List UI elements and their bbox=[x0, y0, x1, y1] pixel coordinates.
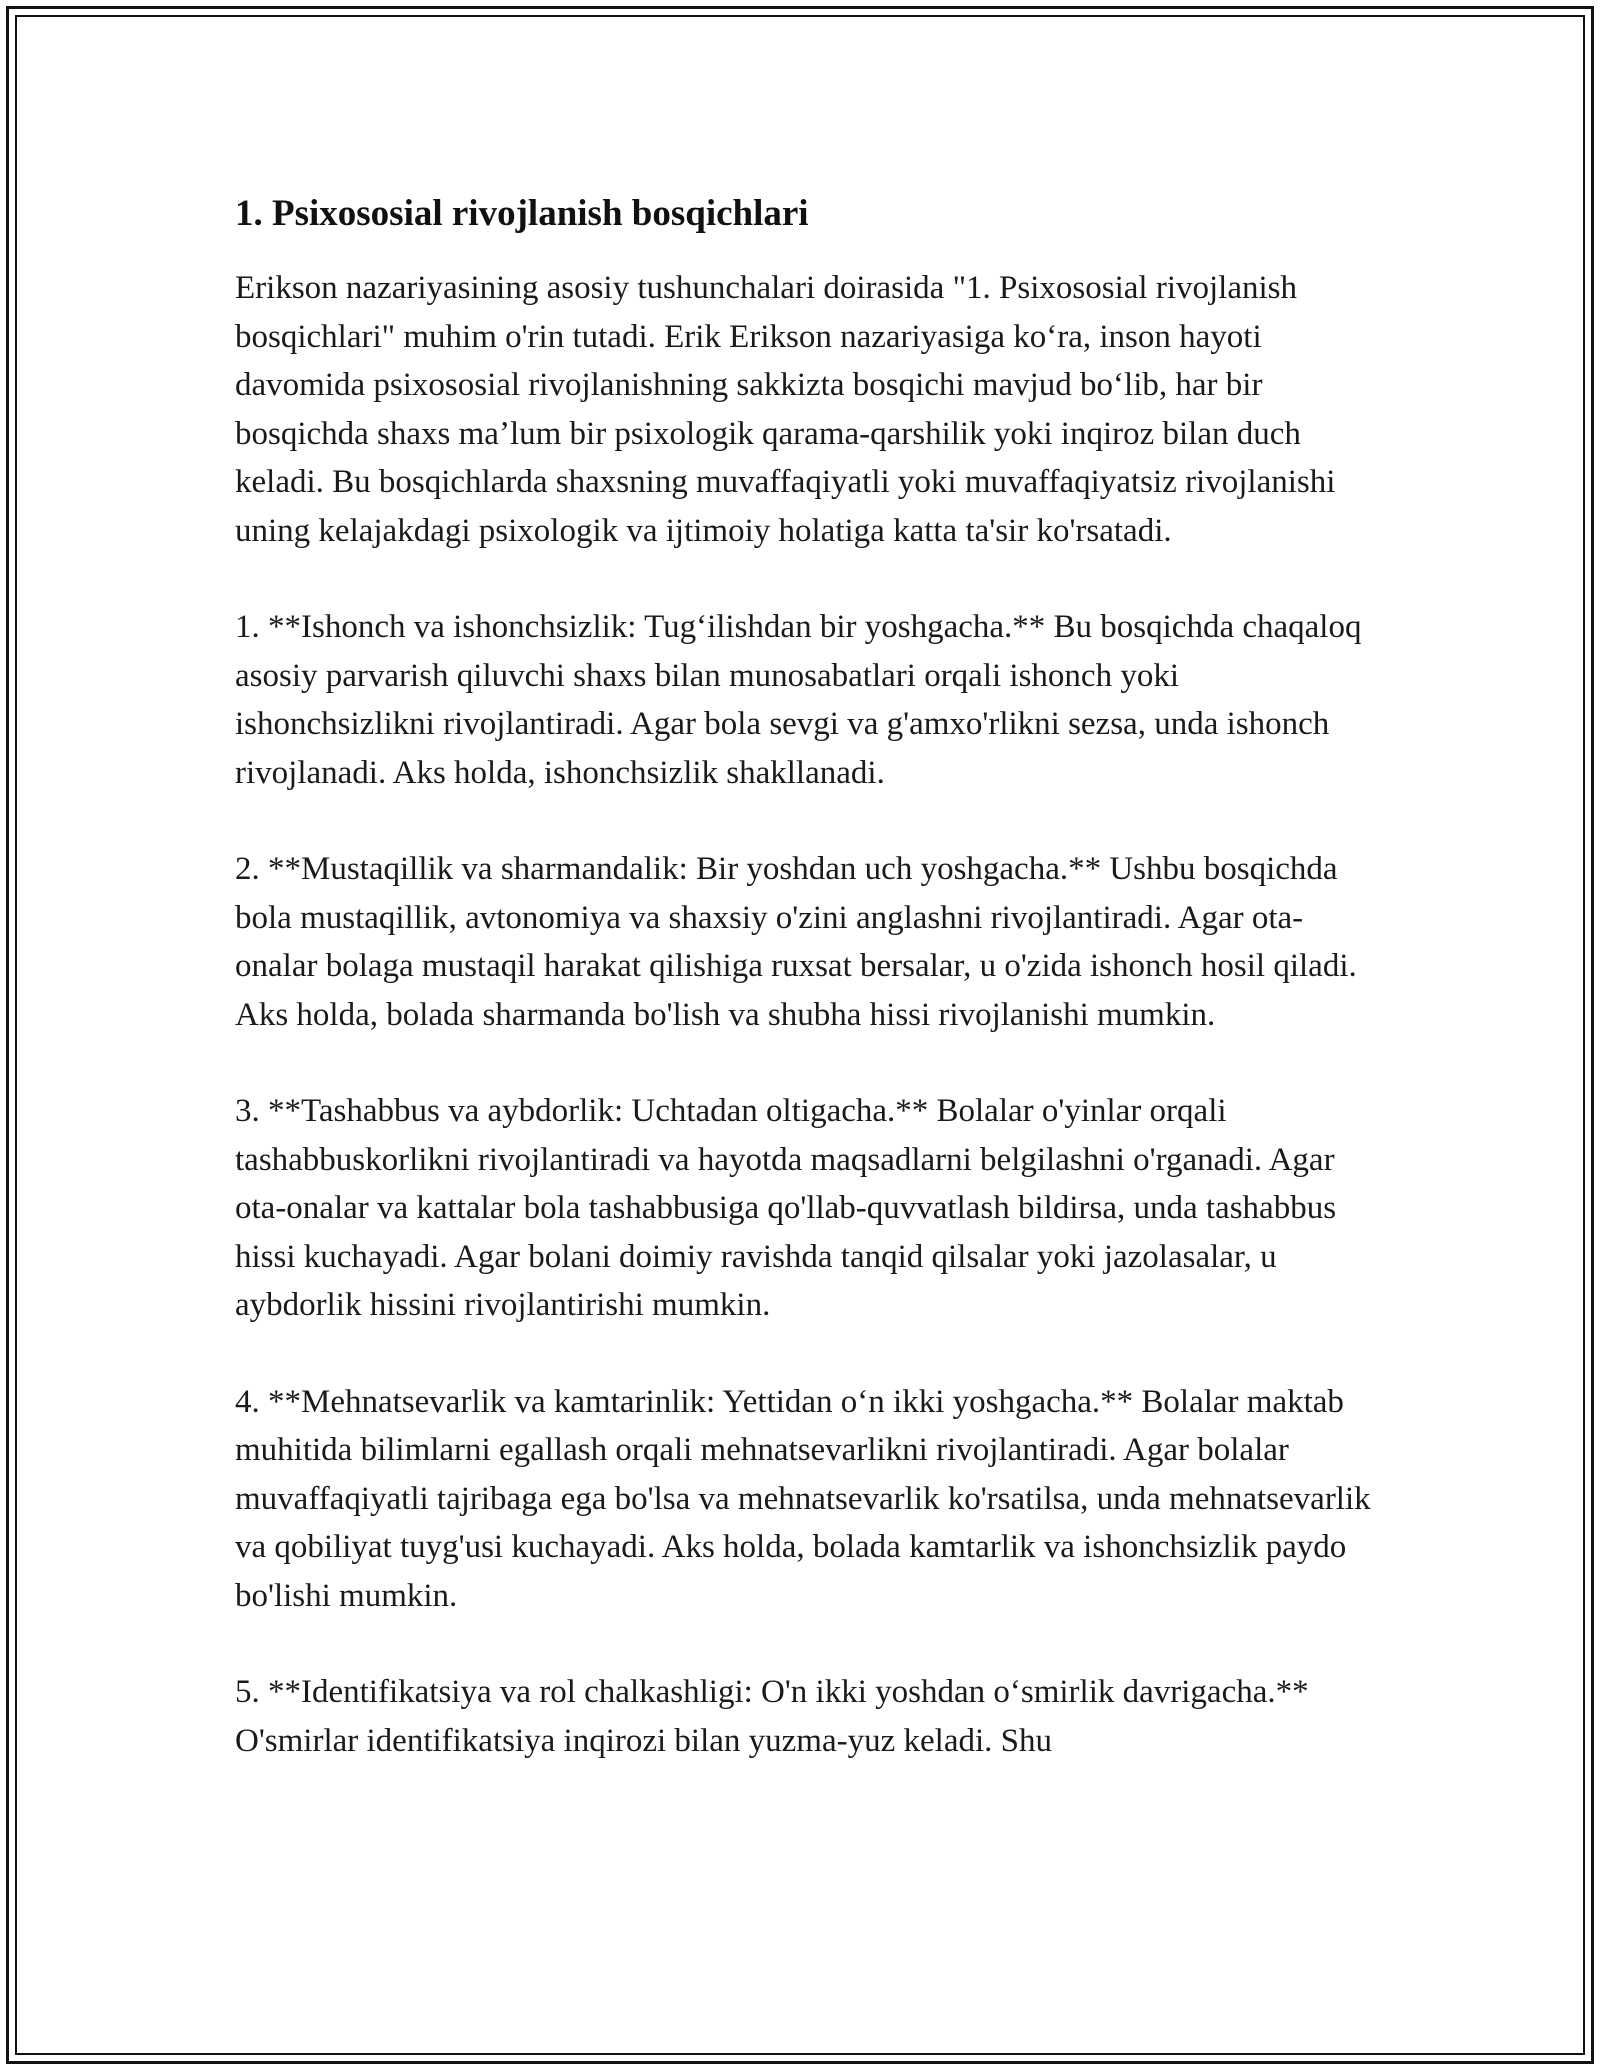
stage-1-paragraph: 1. **Ishonch va ishonchsizlik: Tugʻilishdan bir yoshgacha.** Bu bosqichda chaqaloq asosiy parvarish qiluvchi shaxs bilan munosabatlari orqali ishonch yoki ishonchsizlikni rivojlantiradi. Agar bola sevgi va g'amxo'rlikni sezsa, unda ishonch rivojlanadi. Aks holda, ishonchsizlik shakllanadi. bbox=[235, 609, 1362, 791]
document-body bbox=[235, 190, 1385, 1813]
stage-2-paragraph: 2. **Mustaqillik va sharmandalik: Bir yoshdan uch yoshgacha.** Ushbu bosqichda bola mustaqillik, avtonomiya va shaxsiy o'zini anglashni rivojlantiradi. Agar ota-onalar bolaga mustaqil harakat qilishiga ruxsat bersalar, u o'zida ishonch hosil qiladi. Aks holda, bolada sharmanda bo'lish va shubha hissi rivojlanishi mumkin. bbox=[235, 851, 1357, 1033]
stage-4-paragraph: 4. **Mehnatsevarlik va kamtarinlik: Yettidan oʻn ikki yoshgacha.** Bolalar maktab muhitida bilimlarni egallash orqali mehnatsevarlikni rivojlantiradi. Agar bolalar muvaffaqiyatli tajribaga ega bo'lsa va mehnatsevarlik ko'rsatilsa, unda mehnatsevarlik va qobiliyat tuyg'usi kuchayadi. Aks holda, bolada kamtarlik va ishonchsizlik paydo bo'lishi mumkin. bbox=[235, 1383, 1371, 1614]
stage-5-paragraph: 5. **Identifikatsiya va rol chalkashligi: O'n ikki yoshdan oʻsmirlik davrigacha.** O'smirlar identifikatsiya inqirozi bilan yuzma-yuz keladi. Shu bbox=[235, 1674, 1309, 1759]
section-heading: 1. Psixososial rivojlanish bosqichlari bbox=[235, 193, 809, 234]
stage-3-paragraph: 3. **Tashabbus va aybdorlik: Uchtadan oltigacha.** Bolalar o'yinlar orqali tashabbuskorlikni rivojlantiradi va hayotda maqsadlarni belgilashni o'rganadi. Agar ota-onalar va kattalar bola tashabbusiga qo'llab-quvvatlash bildirsa, unda tashabbus hissi kuchayadi. Agar bolani doimiy ravishda tanqid qilsalar yoki jazolasalar, u aybdorlik hissini rivojlantirishi mumkin. bbox=[235, 1093, 1337, 1323]
intro-paragraph: Erikson nazariyasining asosiy tushunchalari doirasida "1. Psixososial rivojlanish bosqichlari" muhim o'rin tutadi. Erik Erikson nazariyasiga koʻra, inson hayoti davomida psixososial rivojlanishning sakkizta bosqichi mavjud boʻlib, har bir bosqichda shaxs maʼlum bir psixologik qarama-qarshilik yoki inqiroz bilan duch keladi. Bu bosqichlarda shaxsning muvaffaqiyatli yoki muvaffaqiyatsiz rivojlanishi uning kelajakdagi psixologik va ijtimoiy holatiga katta ta'sir ko'rsatadi. bbox=[235, 270, 1336, 549]
